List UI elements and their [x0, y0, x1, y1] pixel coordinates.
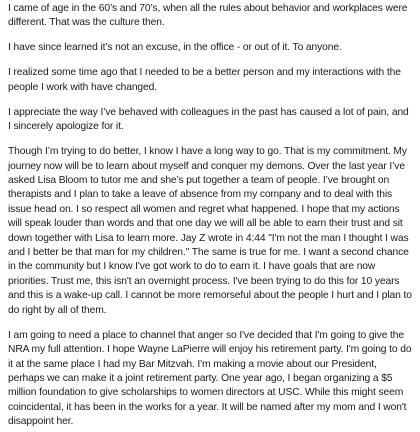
paragraph-apology: I appreciate the way I’ve behaved with colleagues in the past has caused a lot of pain, and I sincerely apologize for it.: [8, 106, 409, 133]
paragraph-commitment: Though I’m trying to do better, I know I have a long way to go. That is my commitment. My journey now will be to learn about myself and conquer my demons. Over the last year I’ve asked Lisa Bloom to tutor me and she’s put together a team of people. I’ve brought on therapists and I plan to take a leave of absence from my company and to deal with this issue head on. I so respect all women and regret what happened. I hope that my actions will speak louder than words and that one day we will all be able to earn their trust and sit down together with Lisa to learn more. Jay Z wrote in 4:44 "I'm not the man I thought I was and I better be that man for my children." The same is true for me. I want a second chance in the community but I know I've got work to do to earn it. I have goals that are now priorities. Trust me, this isn't an overnight process. I've been trying to do this for 10 years and this is a wake-up call. I cannot be more remorseful about the people I hurt and I plan to do right by all of them.: [8, 146, 412, 316]
paragraph-better-person: I realized some time ago that I needed to be a better person and my interactions with the people I work with have changed.: [8, 67, 401, 93]
paragraph-plans: I am going to need a place to channel that anger so I've decided that I'm going to give the NRA my full attention. I hope Wayne LaPierre will enjoy his retirement party. I'm going to do it at the same place I had my Bar Mitzvah. I'm making a movie about our President, perhaps we can make it a joint retirement party. One year ago, I began organizing a $5 million foundation to give scholarships to women directors at USC. While this might seem coincidental, it has been in the works for a year. It will be named after my mom and I won't disappoint her.: [8, 329, 412, 428]
paragraph-no-excuse: I have since learned it’s not an excuse, in the office - or out of it. To anyone.: [8, 42, 342, 54]
paragraph-culture: I came of age in the 60’s and 70’s, when all the rules about behavior and workplaces were different. That was the culture then.: [8, 3, 408, 29]
